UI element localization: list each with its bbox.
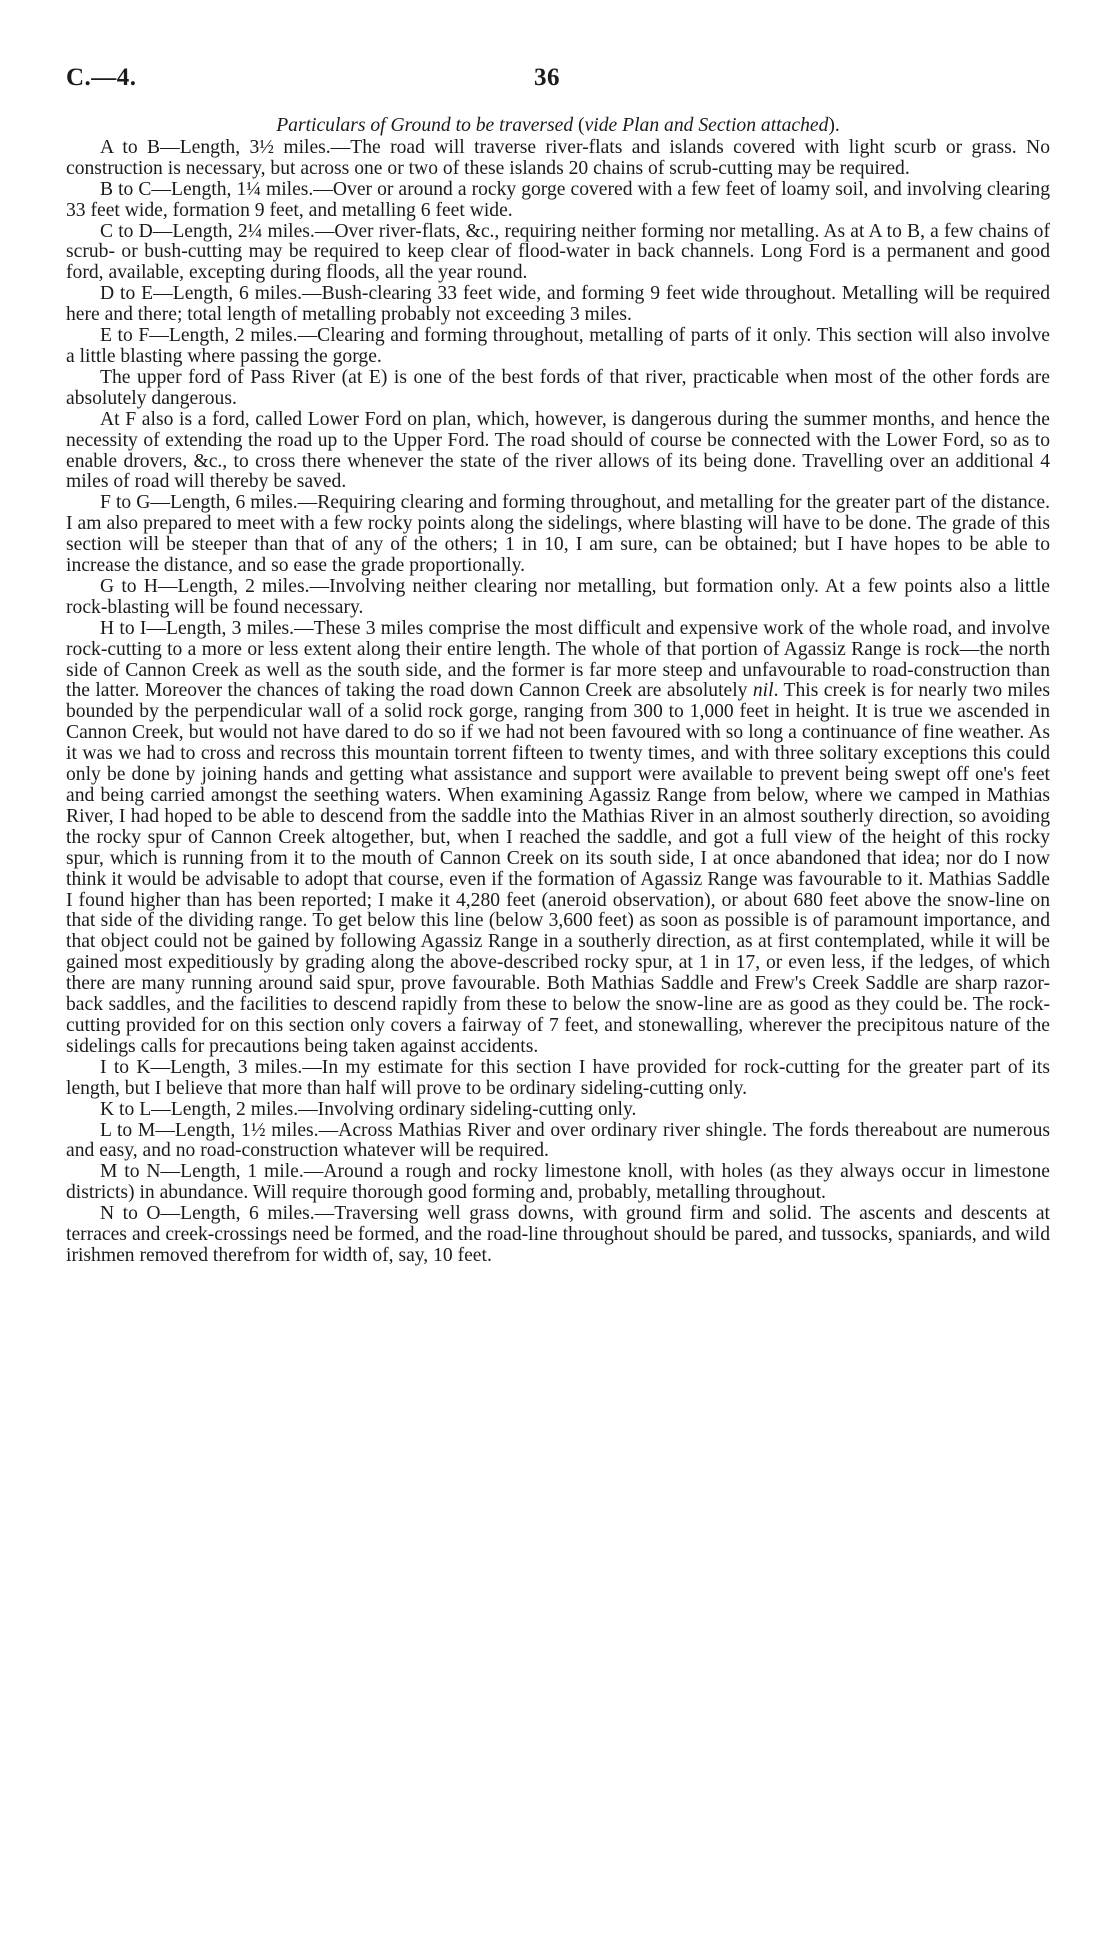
section-heading-part: ( (573, 115, 585, 136)
paragraph-c-to-d: C to D—Length, 2¼ miles.—Over river-flats, &c., requiring neither forming nor metalling. As at A to B, a few chains of scrub- or bush-cutting may be required to keep clear of flood-water in back channels. Long Ford is a permanent and good ford, available, excepting during floods, all the year round. (66, 220, 1050, 284)
page-number: 36 (534, 64, 560, 91)
paragraph-l-to-m: L to M—Length, 1½ miles.—Across Mathias River and over ordinary river shingle. The fords thereabout are numerous and easy, and no road-construction whatever will be required. (66, 1119, 1050, 1162)
section-heading (66, 116, 1050, 137)
paragraph-f-to-g: F to G—Length, 6 miles.—Requiring clearing and forming throughout, and metalling for the greater part of the distance. I am also prepared to meet with a few rocky points along the sidelings, where blasting will have to be done. The grade of this section will be steeper than that of any of the others; 1 in 10, I am sure, can be obtained; but I have hopes to be able to increase the distance, and so ease the grade proportionally. (66, 492, 1050, 577)
paragraph-h-to-i-text: . This creek is for nearly two miles bounded by the perpendicular wall of a solid rock gorge, ranging from 300 to 1,000 feet in height. It is true we ascended in Cannon Creek, but would not have dared to do so if we had not been favoured with so long a continuance of fine weather. As it was we had to cross and recross this mountain torrent fifteen to twenty times, and with three solitary exceptions this could only be done by joining hands and getting what assistance and support were available to prevent being swept off one's feet and being carried amongst the seething waters. When examining Agassiz Range from below, where we camped in Mathias River, I had hoped to be able to descend from the saddle into the Mathias River in an almost southerly direction, so avoiding the rocky spur of Cannon Creek altogether, but, when I reached the saddle, and got a full view of the height of this rocky spur, which is running from it to the mouth of Cannon Creek on its south side, I at once abandoned that idea; nor do I now think it would be advisable to adopt that course, even if the formation of Agassiz Range was favourable to it. Mathias Saddle I found higher than has been reported; I make it 4,280 feet (aneroid observation), or about 680 feet above the snow-line on that side of the dividing range. To get below this line (below 3,600 feet) as soon as possible is of paramount importance, and that object could not be gained by following Agassiz Range in a southerly direction, as at first contemplated, while it will be gained most expeditiously by grading along the above-described rocky spur, at 1 in 17, or even less, if the ledges, of which there are many running around said spur, prove favourable. Both Mathias Saddle and Frew's Creek Saddle are sharp razor-back saddles, and the facilities to descend rapidly from these to below the snow-line are as good as they could be. The rock-cutting provided for on this section only covers a fairway of 7 feet, and stonewalling, wherever the precipitous nature of the sidelings calls for precautions being taken against accidents. (66, 680, 1051, 1057)
paragraph-m-to-n: M to N—Length, 1 mile.—Around a rough and rocky limestone knoll, with holes (as they always occur in limestone districts) in abundance. Will require thorough good forming and, probably, metalling throughout. (66, 1161, 1050, 1204)
section-heading-part: Plan and Section attached (622, 115, 829, 136)
paragraph-n-to-o: N to O—Length, 6 miles.—Traversing well grass downs, with ground firm and solid. The ascents and descents at terraces and creek-crossings need be formed, and the road-line throughout should be pared, and tussocks, spaniards, and wild irishmen removed therefrom for width of, say, 10 feet. (66, 1203, 1050, 1266)
paragraph-i-to-k: I to K—Length, 3 miles.—In my estimate for this section I have provided for rock-cutting for the greater part of its length, but I believe that more than half will prove to be ordinary sideling-cutting only. (66, 1056, 1050, 1099)
paragraph-d-to-e: D to E—Length, 6 miles.—Bush-clearing 33 feet wide, and forming 9 feet wide throughout. Metalling will be required here and there; total length of metalling probably not exceeding 3 miles. (66, 283, 1050, 326)
paragraph-lower-ford: At F also is a ford, called Lower Ford on plan, which, however, is dangerous during the summer months, and hence the necessity of extending the road up to the Upper Ford. The road should of course be connected with the Lower Ford, so as to enable drovers, &c., to cross there whenever the state of the river allows of its being done. Travelling over an additional 4 miles of road will thereby be saved. (66, 408, 1050, 493)
paragraph-b-to-c: B to C—Length, 1¼ miles.—Over or around a rocky gorge covered with a few feet of loamy soil, and involving clearing 33 feet wide, formation 9 feet, and metalling 6 feet wide. (66, 178, 1050, 221)
paragraph-e-to-f: E to F—Length, 2 miles.—Clearing and forming throughout, metalling of parts of it only. This section will also involve a little blasting where passing the gorge. (66, 325, 1050, 367)
paragraph-h-to-i-text: H to I—Length, 3 miles.—These 3 miles comprise the most difficult and expensive work of the whole road, and involve rock-cutting to a more or less extent along their entire length. The whole of that portion of Agassiz Range is rock—the north side of Cannon Creek as well as the south side, and the former is far more steep and unfavourable to road-construction than the latter. Moreover the chances of taking the road down Cannon Creek are absolutely (66, 617, 1050, 702)
page-header (66, 64, 1050, 104)
paragraph-k-to-l: K to L—Length, 2 miles.—Involving ordinary sideling-cutting only. (100, 1098, 637, 1120)
paragraph-upper-ford: The upper ford of Pass River (at E) is one of the best fords of that river, practicable when most of the other fords are absolutely dangerous. (66, 366, 1050, 409)
paragraph-g-to-h: G to H—Length, 2 miles.—Involving neither clearing nor metalling, but formation only. At a few points also a little rock-blasting will be found necessary. (66, 575, 1050, 618)
document-reference: C.—4. (66, 64, 137, 91)
paragraph-a-to-b: A to B—Length, 3½ miles.—The road will traverse river-flats and islands covered with light scurb or grass. No construction is necessary, but across one or two of these islands 20 chains of scrub-cutting may be required. (66, 136, 1050, 179)
section-heading-part: vide (584, 115, 618, 136)
paragraph-h-to-i (66, 619, 1050, 1058)
document-body (66, 116, 1050, 1267)
paragraph-h-to-i-emphasis: nil (752, 680, 774, 702)
section-heading-part: ). (828, 115, 840, 136)
section-heading-part: Particulars of Ground to be traversed (276, 115, 574, 136)
